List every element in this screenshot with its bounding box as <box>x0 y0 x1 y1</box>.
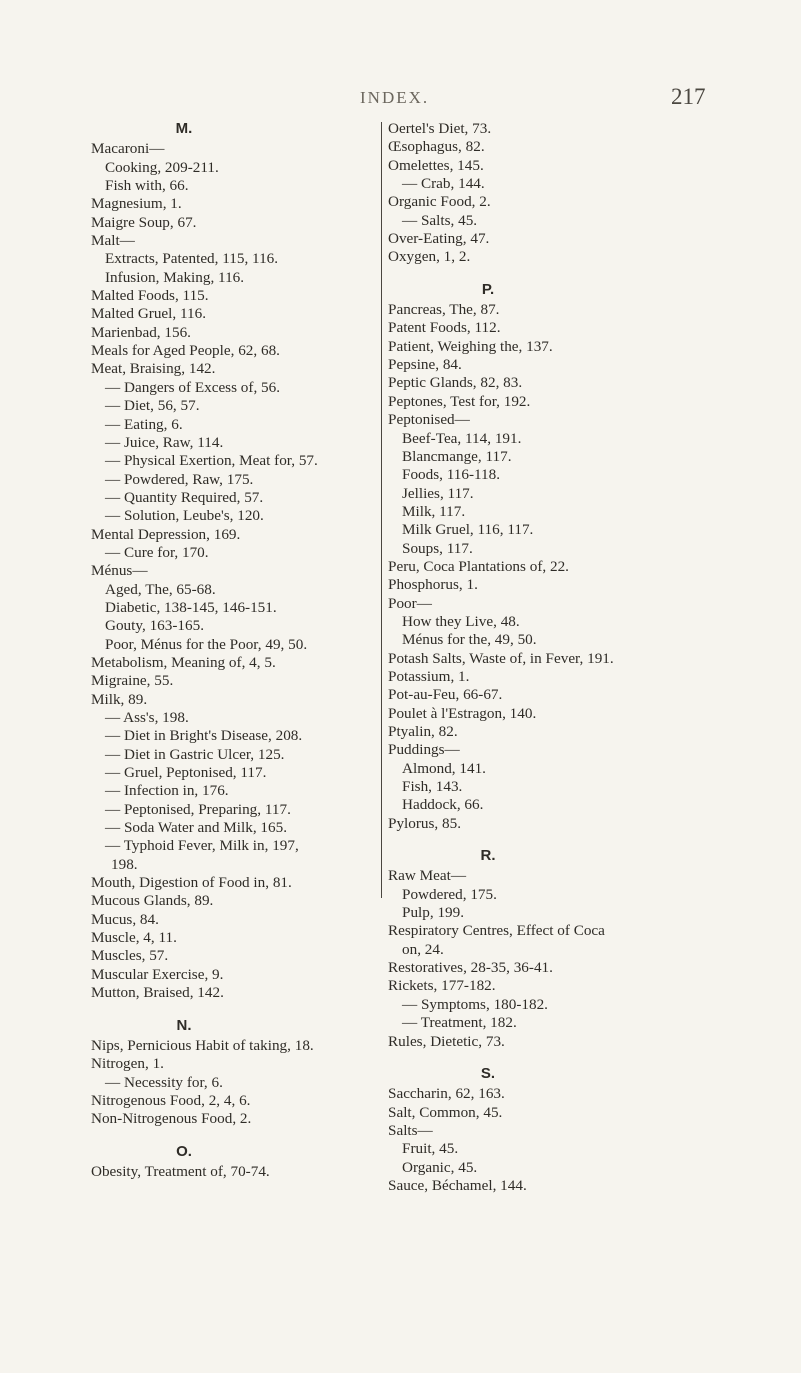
index-entry: Oxygen, 1, 2. <box>388 248 471 266</box>
index-subentry: Powdered, 175. <box>402 885 497 903</box>
index-entry: Restoratives, 28-35, 36-41. <box>388 959 553 977</box>
index-entry: Mucus, 84. <box>91 910 159 928</box>
index-subentry: — Diet in Bright's Disease, 208. <box>105 727 303 745</box>
index-entry: Macaroni— <box>91 140 165 158</box>
index-subentry: Cooking, 209-211. <box>105 158 219 176</box>
index-entry: Potash Salts, Waste of, in Fever, 191. <box>388 649 614 667</box>
index-subentry: Milk, 117. <box>402 502 466 520</box>
index-subentry: Milk Gruel, 116, 117. <box>402 521 534 539</box>
index-subentry: — Cure for, 170. <box>105 543 209 561</box>
index-subentry: Haddock, 66. <box>402 796 484 814</box>
index-subentry: — Gruel, Peptonised, 117. <box>105 764 267 782</box>
index-entry: Rules, Dietetic, 73. <box>388 1032 505 1050</box>
index-entry: Milk, 89. <box>91 690 148 708</box>
index-entry: Rickets, 177-182. <box>388 977 496 995</box>
index-entry: Poor— <box>388 594 432 612</box>
index-entry: Potassium, 1. <box>388 667 470 685</box>
section-letter: M. <box>175 120 193 137</box>
index-column-left <box>91 120 381 1181</box>
section-letter: O. <box>176 1142 192 1160</box>
index-subentry: Diabetic, 138-145, 146-151. <box>105 598 277 616</box>
index-subentry: — Eating, 6. <box>105 415 183 433</box>
index-entry: Omelettes, 145. <box>388 156 484 174</box>
running-header <box>0 84 801 112</box>
running-title: INDEX. <box>360 88 430 107</box>
index-entry: Non-Nitrogenous Food, 2. <box>91 1110 252 1128</box>
index-subentry: Beef-Tea, 114, 191. <box>402 429 522 447</box>
index-entry: Metabolism, Meaning of, 4, 5. <box>91 653 276 671</box>
index-subentry: — Quantity Required, 57. <box>105 488 264 506</box>
index-entry: Sauce, Béchamel, 144. <box>388 1176 527 1194</box>
index-subentry: — Salts, 45. <box>402 211 478 229</box>
index-entry: Puddings— <box>388 741 460 759</box>
index-entry: Mutton, Braised, 142. <box>91 984 224 1002</box>
index-entry: Oertel's Diet, 73. <box>388 120 492 137</box>
index-entry: Saccharin, 62, 163. <box>388 1085 505 1103</box>
index-entry: Meat, Braising, 142. <box>91 360 216 378</box>
index-entry: Nitrogen, 1. <box>91 1055 164 1073</box>
index-entry: Pylorus, 85. <box>388 814 461 832</box>
index-entry: Raw Meat— <box>388 867 467 885</box>
index-subentry: — Diet, 56, 57. <box>105 397 200 415</box>
index-entry: Malted Gruel, 116. <box>91 305 207 323</box>
index-subentry: — Infection in, 176. <box>105 782 229 800</box>
index-subentry: Jellies, 117. <box>402 484 474 502</box>
index-subentry: — Physical Exertion, Meat for, 57. <box>105 452 318 470</box>
index-subentry: — Diet in Gastric Ulcer, 125. <box>105 745 285 763</box>
index-subentry: Gouty, 163-165. <box>105 617 204 635</box>
index-entry: Migraine, 55. <box>91 672 174 690</box>
index-entry: Nitrogenous Food, 2, 4, 6. <box>91 1091 251 1109</box>
index-column-right <box>388 120 788 1195</box>
index-subentry: — Ass's, 198. <box>105 709 189 726</box>
index-subentry: Pulp, 199. <box>402 904 465 922</box>
index-entry: Peptones, Test for, 192. <box>388 392 531 410</box>
index-entry: Patent Foods, 112. <box>388 319 501 337</box>
index-subentry: — Peptonised, Preparing, 117. <box>105 800 291 818</box>
index-entry: Nips, Pernicious Habit of taking, 18. <box>91 1036 314 1054</box>
index-subentry: How they Live, 48. <box>402 612 520 630</box>
index-entry: Pancreas, The, 87. <box>388 301 500 319</box>
index-subentry: — Juice, Raw, 114. <box>105 433 224 451</box>
index-entry: Ptyalin, 82. <box>388 723 458 740</box>
index-entry: Muscles, 57. <box>91 947 169 965</box>
index-subentry: — Typhoid Fever, Milk in, 197, <box>105 837 299 855</box>
index-subentry: — Solution, Leube's, 120. <box>105 507 264 525</box>
index-entry: Mouth, Digestion of Food in, 81. <box>91 874 292 892</box>
index-entry: Muscular Exercise, 9. <box>91 965 224 983</box>
index-entry: Marienbad, 156. <box>91 323 191 341</box>
index-subentry: Fish with, 66. <box>105 177 189 195</box>
index-subentry: Ménus for the, 49, 50. <box>402 631 537 649</box>
index-subentry: Almond, 141. <box>402 759 486 777</box>
index-entry: Organic Food, 2. <box>388 193 491 211</box>
index-entry: Peru, Coca Plantations of, 22. <box>388 557 569 575</box>
index-subentry: Blancmange, 117. <box>402 447 512 465</box>
index-entry: Malt— <box>91 232 135 250</box>
index-subentry: — Soda Water and Milk, 165. <box>105 819 287 837</box>
index-subentry: on, 24. <box>402 940 444 958</box>
index-entry: Mental Depression, 169. <box>91 525 241 543</box>
index-entry: Magnesium, 1. <box>91 195 182 213</box>
index-subentry: Extracts, Patented, 115, 116. <box>105 250 279 268</box>
index-subentry: 198. <box>111 855 138 873</box>
index-subentry: Fish, 143. <box>402 778 463 796</box>
index-subentry: — Treatment, 182. <box>402 1014 517 1032</box>
index-entry: Meals for Aged People, 62, 68. <box>91 342 280 360</box>
section-letter: R. <box>480 847 496 865</box>
section-letter: P. <box>481 280 495 298</box>
index-entry: Patient, Weighing the, 137. <box>388 337 553 355</box>
index-entry: Maigre Soup, 67. <box>91 213 197 231</box>
index-entry: Over-Eating, 47. <box>388 230 490 248</box>
index-subentry: — Necessity for, 6. <box>105 1073 223 1091</box>
section-letter: N. <box>176 1016 192 1034</box>
index-subentry: Infusion, Making, 116. <box>105 268 245 286</box>
index-entry: Obesity, Treatment of, 70-74. <box>91 1162 270 1180</box>
index-entry: Muscle, 4, 11. <box>91 929 177 947</box>
page-number: 217 <box>671 84 706 109</box>
section-letter: S. <box>480 1064 496 1082</box>
index-entry: Phosphorus, 1. <box>388 576 478 594</box>
column-divider <box>381 122 382 898</box>
index-entry: Respiratory Centres, Effect of Coca <box>388 922 605 940</box>
index-subentry: Organic, 45. <box>402 1158 478 1176</box>
index-entry: Pepsine, 84. <box>388 356 462 374</box>
index-entry: Salt, Common, 45. <box>388 1103 503 1121</box>
index-subentry: — Powdered, Raw, 175. <box>105 470 254 488</box>
index-subentry: Poor, Ménus for the Poor, 49, 50. <box>105 635 308 653</box>
index-entry: Peptic Glands, 82, 83. <box>388 374 523 392</box>
index-entry: Salts— <box>388 1121 433 1139</box>
index-subentry: Fruit, 45. <box>402 1140 459 1158</box>
index-subentry: Soups, 117. <box>402 539 473 557</box>
index-subentry: — Symptoms, 180-182. <box>402 995 548 1013</box>
index-subentry: — Dangers of Excess of, 56. <box>105 378 281 396</box>
index-entry: Ménus— <box>91 562 148 580</box>
index-entry: Œsophagus, 82. <box>388 138 485 156</box>
index-entry: Malted Foods, 115. <box>91 287 209 305</box>
index-entry: Poulet à l'Estragon, 140. <box>388 704 537 722</box>
index-entry: Peptonised— <box>388 411 470 429</box>
index-entry: Mucous Glands, 89. <box>91 892 214 910</box>
index-entry: Pot-au-Feu, 66-67. <box>388 686 503 704</box>
index-subentry: — Crab, 144. <box>402 175 485 193</box>
index-subentry: Aged, The, 65-68. <box>105 580 216 598</box>
index-subentry: Foods, 116-118. <box>402 466 501 484</box>
